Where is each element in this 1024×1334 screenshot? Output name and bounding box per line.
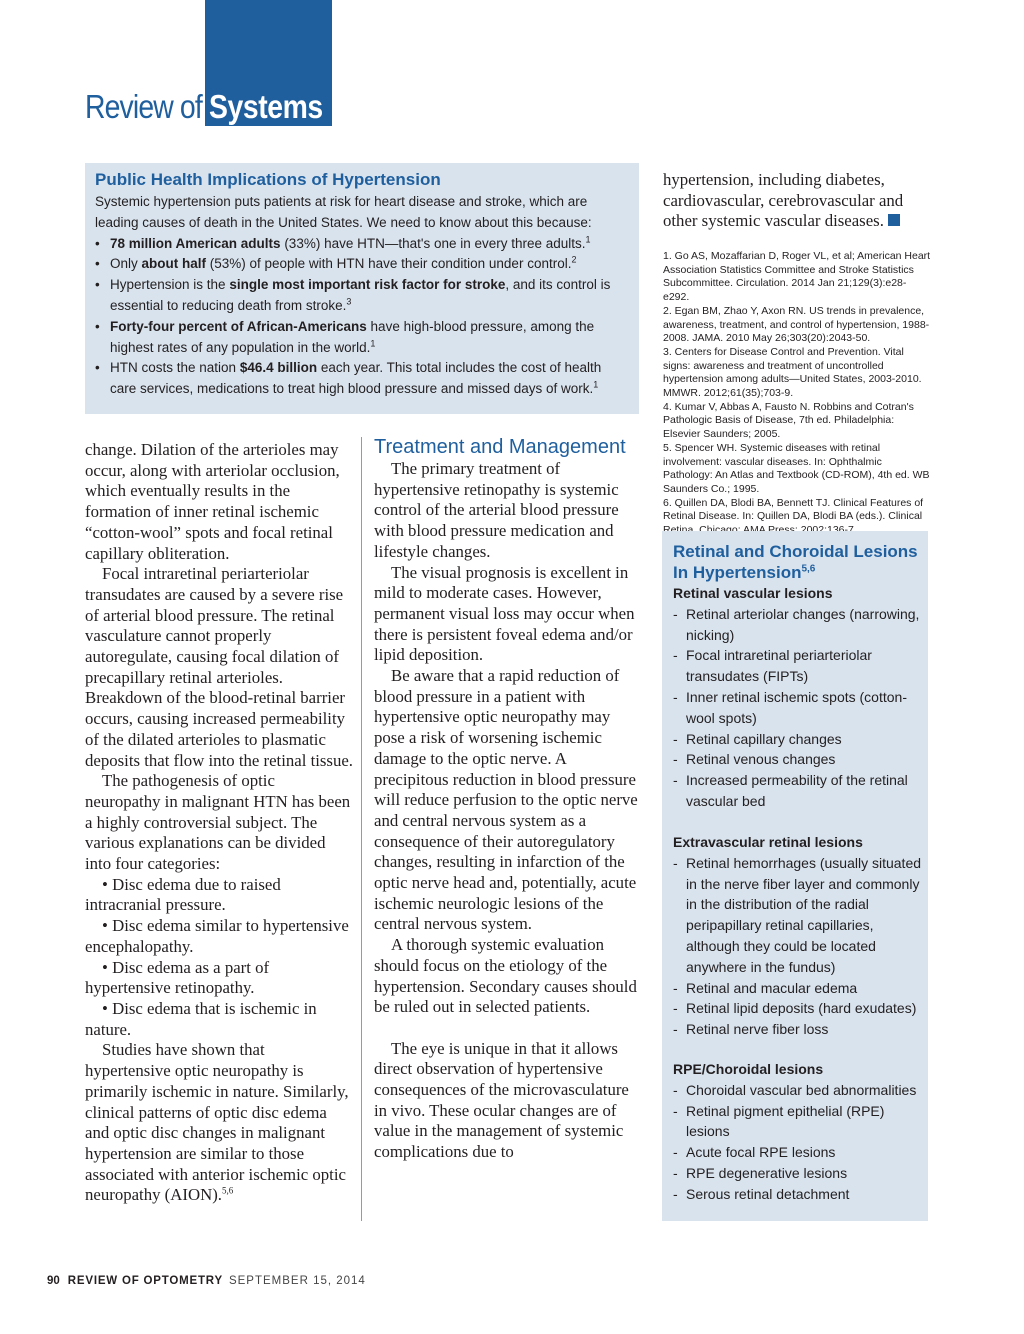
list-item: - Serous retinal detachment: [673, 1184, 923, 1205]
paragraph: The primary treatment of hypertensive retinopathy is systemic control of the arterial blood pressure with blood pressure medication and lifestyle changes.: [374, 459, 619, 561]
list-item: - Retinal venous changes: [673, 749, 923, 770]
paragraph: Focal intraretinal periarteriolar transudates are caused by a severe rise of arterial blood pressure. The retinal vasculature cannot properly autoregulate, causing focal dilation of precapillary retinal arterioles. Breakdown of the blood-retinal barrier occurs, causing increased permeability of the dilated arterioles to plasmatic deposits that flow into the retinal tissue.: [85, 564, 353, 770]
choroidal-lesions-section: [673, 1059, 923, 1205]
section-header-prefix: Review of: [85, 88, 202, 125]
list-item: - Retinal capillary changes: [673, 729, 923, 750]
bullet-paragraph: • Disc edema similar to hypertensive encephalopathy.: [85, 916, 349, 956]
reference-item: 6. Quillen DA, Blodi BA, Bennett TJ. Clinical Features of Retinal Disease. In: Quillen DA, Blodi BA (eds.). Clinical: [663, 496, 924, 523]
list-item: - Increased permeability of the retinal vascular bed: [673, 770, 923, 812]
lesion-list: [673, 604, 923, 812]
reference-item: 4. Kumar V, Abbas A, Fausto N. Robbins and Cotran's Pathologic Basis of Disease, 7th ed. Philadelphia: Elsevier Saunders; 2005.: [663, 400, 914, 441]
sidebar-title: Public Health Implications of Hypertension: [95, 170, 441, 189]
list-item: - RPE degenerative lesions: [673, 1163, 923, 1184]
paragraph: A thorough systemic evaluation should focus on the etiology of the hypertension. Secondary causes should be ruled out in selected patients.: [374, 935, 637, 1017]
paragraph: The pathogenesis of optic neuropathy in malignant HTN has been a highly controversial subject. The various explanations can be divided into four categories:: [85, 771, 351, 874]
list-item: - Retinal pigment epithelial (RPE) lesions: [673, 1101, 923, 1143]
paragraph: The visual prognosis is excellent in mild to moderate cases. However, permanent visual loss may occur when there is persistent foveal edema and/or lipid deposition.: [374, 562, 635, 665]
page-footer: [47, 1275, 366, 1287]
list-item: - Choroidal vascular bed abnormalities: [673, 1080, 923, 1101]
publication-name: REVIEW OF OPTOMETRY: [67, 1275, 223, 1287]
paragraph: change. Dilation of the arterioles may occur, along with arteriolar occlusion, which eventually results in the formation of inner retinal ischemic “cotton-wool” spots and focal retinal capillary obliteration.: [85, 440, 340, 563]
section-header-title: Systems: [209, 88, 323, 125]
body-column-1: [85, 440, 353, 1206]
list-item: - Retinal and macular edema: [673, 978, 923, 999]
list-item: • 78 million American adults (33%) have HTN—that's one in every three adults.$^1$: [95, 234, 620, 255]
list-item: - Acute focal RPE lesions: [673, 1142, 923, 1163]
references-list: [663, 250, 931, 538]
list-item: • Forty-four percent of African-Americans have high-blood pressure, among the highest rates of any population in the world.$^1$: [95, 317, 620, 359]
reference-item: 2. Egan BM, Zhao Y, Axon RN. US trends in prevalence, awareness, treatment, and control of hypertension, 1988-2008. JAMA. 2010 May 26;303(20):2043-50.: [663, 304, 930, 345]
list-item: • Hypertension is the single most important risk factor for stroke, and its control is essential to reducing death from stroke.$^3$: [95, 275, 620, 317]
vascular-lesions-section: [673, 583, 923, 812]
subheading: Extravascular retinal lesions: [673, 834, 863, 850]
list-item: - Retinal hemorrhages (usually situated in the nerve fiber layer and commonly in the distribution of the radial peripapillary retinal capillaries, although they could be located anywhere in the fundus): [673, 853, 923, 978]
issue-date: SEPTEMBER 15, 2014: [228, 1275, 366, 1287]
sidebar-intro: Systemic hypertension puts patients at risk for heart disease and stroke, which are leading causes of death in the United States. We need to know about this because:: [95, 194, 592, 230]
sidebar-body: [95, 192, 620, 400]
list-item: - Retinal nerve fiber loss: [673, 1019, 923, 1040]
body-column-2: [374, 459, 642, 1163]
section-heading: Treatment and Management: [374, 436, 626, 458]
bullet-paragraph: • Disc edema as a part of hypertensive retinopathy.: [85, 957, 270, 998]
lesions-sidebar: [662, 531, 928, 1221]
citation: 5,6: [801, 563, 816, 575]
reference-item: 5. Spencer WH. Systemic diseases with retinal involvement: vascular diseases. In: Ophthalmic Pathology: An Atlas and Textbook (CD-ROM), 4th ed. WB Saunders Co.; 1995.: [663, 441, 930, 495]
public-health-sidebar: [85, 163, 639, 414]
list-item: - Retinal arteriolar changes (narrowing, nicking): [673, 604, 923, 646]
bullet-paragraph: • Disc edema due to raised intracranial pressure.: [85, 874, 281, 915]
list-item: - Focal intraretinal periarteriolar transudates (FIPTs): [673, 645, 923, 687]
column-divider: [361, 437, 362, 1221]
list-item: - Retinal lipid deposits (hard exudates): [673, 998, 923, 1019]
subheading: Retinal vascular lesions: [673, 585, 833, 601]
sidebar-title: Retinal and Choroidal Lesions In Hypertension$^{5,6}$: [673, 542, 918, 582]
body-column-3: [663, 170, 931, 232]
citation: 5,6: [222, 1185, 234, 1196]
sidebar-bullet-list: [95, 234, 620, 400]
lesion-list: [673, 1080, 923, 1205]
paragraph: hypertension, including diabetes, cardiovascular, cerebrovascular and other systemic vascular diseases.: [663, 170, 904, 231]
paragraph: Studies have shown that hypertensive optic neuropathy is primarily ischemic in nature. Similarly, clinical patterns of optic disc edema and optic disc changes in malignant hypertension are similar to those associated with anterior ischemic optic neuropathy (AION).$^{5,6}$: [85, 1040, 349, 1205]
paragraph: The eye is unique in that it allows direct observation of hypertensive consequences of the microvasculature in vivo. These ocular changes are of value in the management of systemic complications due to: [374, 1038, 629, 1162]
end-of-article-icon: [888, 214, 900, 226]
reference-item: 3. Centers for Disease Control and Prevention. Vital signs: awareness and treatment of uncontrolled hypertension among adults—United States, 2003-2010. MMWR. 2012;61(35);703-9.: [663, 345, 922, 400]
list-item: • Only about half (53%) of people with HTN have their condition under control.$^2$: [95, 254, 620, 275]
subheading: RPE/Choroidal lesions: [673, 1061, 824, 1077]
list-item: • HTN costs the nation $46.4 billion each year. This total includes the cost of health care services, medications to treat high blood pressure and missed days of work.$^1$: [95, 358, 620, 400]
extravascular-lesions-section: [673, 832, 923, 1040]
lesion-list: [673, 853, 923, 1040]
paragraph: Be aware that a rapid reduction of blood pressure in a patient with hypertensive optic neuropathy may pose a risk of worsening ischemic damage to the optic nerve. A precipitous reduction in blood pressure will reduce perfusion to the optic nerve and central nervous system as a consequence of their autoregulatory changes, resulting in infarction of the optic nerve head and, potentially, acute ischemic neurologic lesions of the central nervous system.: [374, 666, 638, 934]
list-item: - Inner retinal ischemic spots (cotton-wool spots): [673, 687, 923, 729]
page-number: 90: [47, 1275, 60, 1287]
reference-item: 1. Go AS, Mozaffarian D, Roger VL, et al; American Heart Association Statistics Committee and Stroke Statistics Subcommittee. Circulation. 2014 Jan 21;129(3):e28-e292.: [663, 250, 931, 304]
bullet-paragraph: • Disc edema that is ischemic in nature.: [85, 998, 317, 1039]
